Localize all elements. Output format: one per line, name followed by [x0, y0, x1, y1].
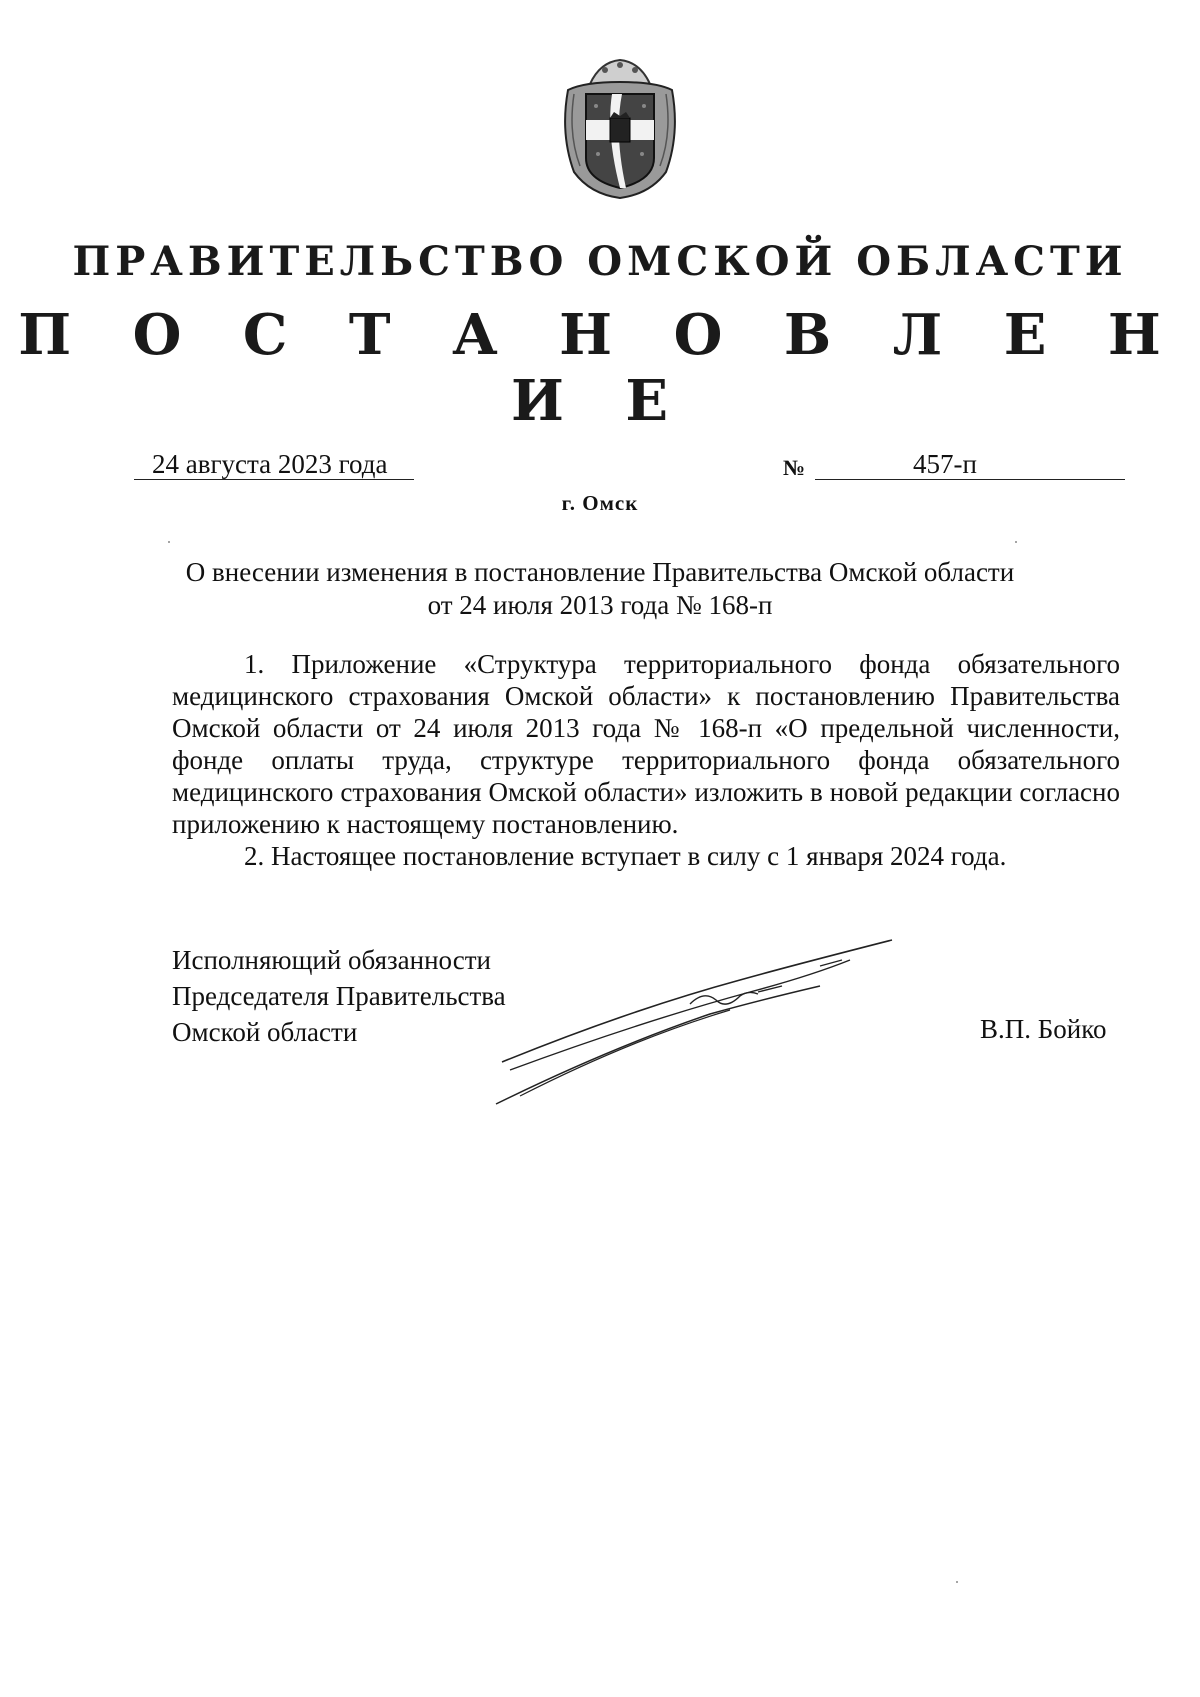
subject-line-2: от 24 июля 2013 года № 168-п	[427, 590, 773, 620]
signer-position-line-1: Исполняющий обязанности	[172, 945, 491, 975]
document-city: г. Омск	[561, 491, 639, 515]
signer-position	[172, 942, 506, 1050]
signer-name: В.П. Бойко	[980, 1014, 1107, 1044]
scan-speck	[956, 1581, 958, 1583]
document-number-label: №	[783, 455, 806, 480]
signer-position-line-2: Председателя Правительства	[172, 981, 506, 1011]
document-subject	[150, 556, 1050, 622]
scan-speck	[168, 541, 170, 543]
document-body	[172, 648, 1120, 872]
scan-speck	[1015, 541, 1017, 543]
signer-position-line-3: Омской области	[172, 1017, 358, 1047]
document-date-field	[134, 449, 414, 480]
body-paragraph-1: 1. Приложение «Структура территориального фонда обязательного медицинского страхования Омской области» к постановлению Правительства Омской области от 24 июля 2013 года № 168-п «О предельной численности, фонде оплаты труда, структуре территориального фонда обязательного медицинского страхования Омской области» изложить в новой редакции согласно приложению к настоящему постановлению.	[172, 649, 1120, 839]
government-title: ПРАВИТЕЛЬСТВО ОМСКОЙ ОБЛАСТИ	[72, 238, 1128, 285]
subject-line-1: О внесении изменения в постановление Правительства Омской области	[185, 557, 1015, 587]
document-number-field	[815, 449, 1125, 480]
body-paragraph-2: 2. Настоящее постановление вступает в силу с 1 января 2024 года.	[244, 841, 1007, 871]
omsk-oblast-coat-of-arms-icon	[560, 54, 680, 202]
handwritten-signature-icon	[490, 930, 910, 1120]
document-type-title: П О С Т А Н О В Л Е Н И Е	[18, 302, 1182, 434]
document-date: 24 августа 2023 года	[152, 449, 388, 479]
document-number: 457-п	[913, 449, 977, 479]
